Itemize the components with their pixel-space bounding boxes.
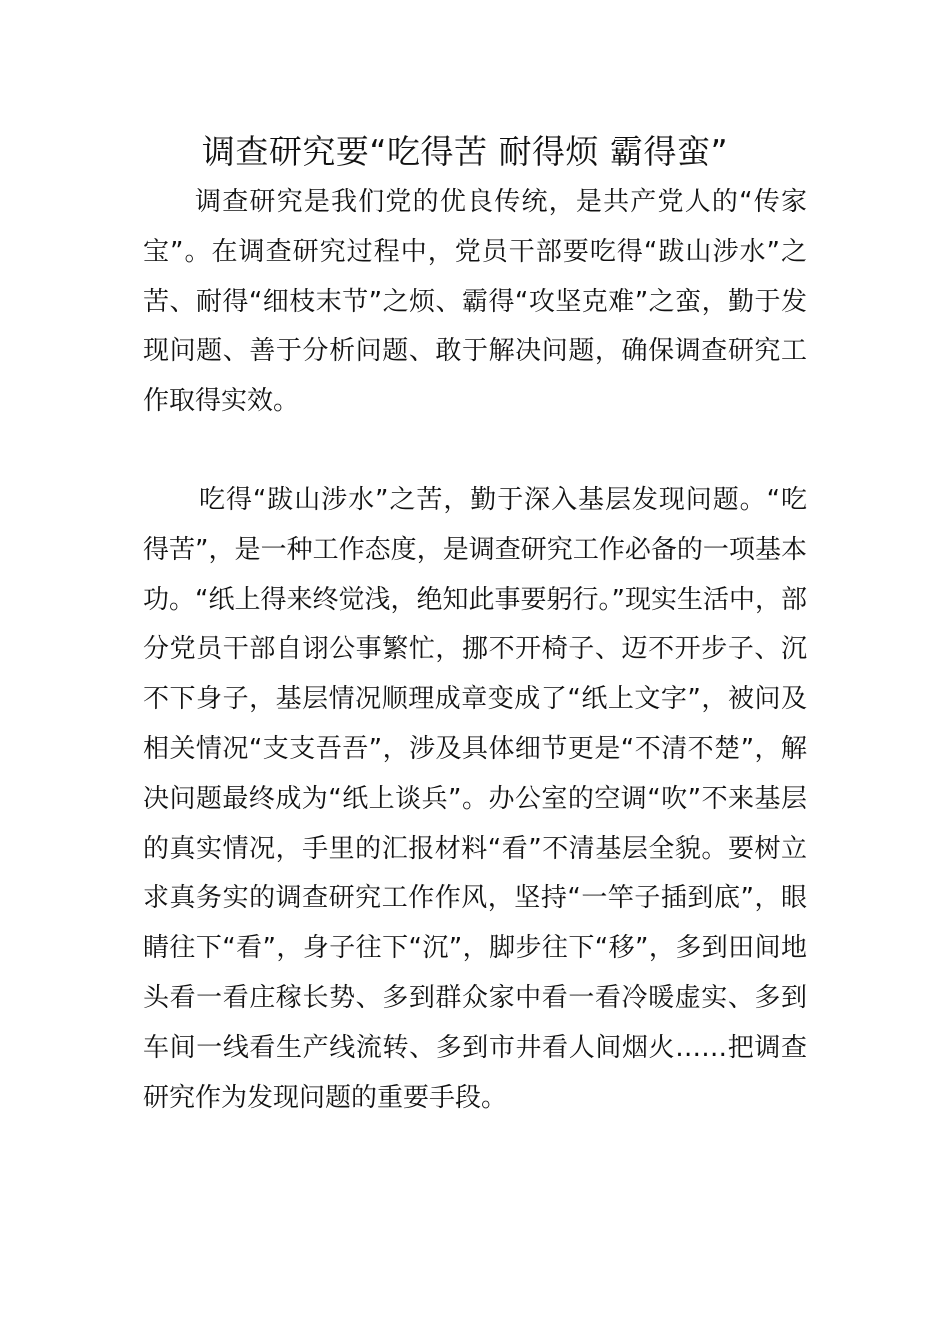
paragraph-intro: 调查研究是我们党的优良传统，是共产党人的“传家宝”。在调查研究过程中，党员干部要吃得“跋山涉水”之苦、耐得“细枝末节”之烦、霸得“攻坚克难”之蛮，勤于发现问题、善于分析问题、敢于解决问题，确保调查研究工作取得实效。: [143, 187, 807, 417]
document-title: 调查研究要“吃得苦 耐得烦 霸得蛮”: [201, 132, 729, 171]
paragraph-hardship: 吃得“跋山涉水”之苦，勤于深入基层发现问题。“吃得苦”，是一种工作态度，是调查研究工作必备的一项基本功。“纸上得来终觉浅，绝知此事要躬行。”现实生活中，部分党员干部自诩公事繁忙，挪不开椅子、迈不开步子、沉不下身子，基层情况顺理成章变成了“纸上文字”，被问及相关情况“支支吾吾”，涉及具体细节更是“不清不楚”，解决问题最终成为“纸上谈兵”。办公室的空调“吹”不来基层的真实情况，手里的汇报材料“看”不清基层全貌。要树立求真务实的调查研究工作作风，坚持“一竿子插到底”，眼睛往下“看”，身子往下“沉”，脚步往下“移”，多到田间地头看一看庄稼长势、多到群众家中看一看冷暖虚实、多到车间一线看生产线流转、多到市井看人间烟火……把调查研究作为发现问题的重要手段。: [143, 485, 807, 1113]
